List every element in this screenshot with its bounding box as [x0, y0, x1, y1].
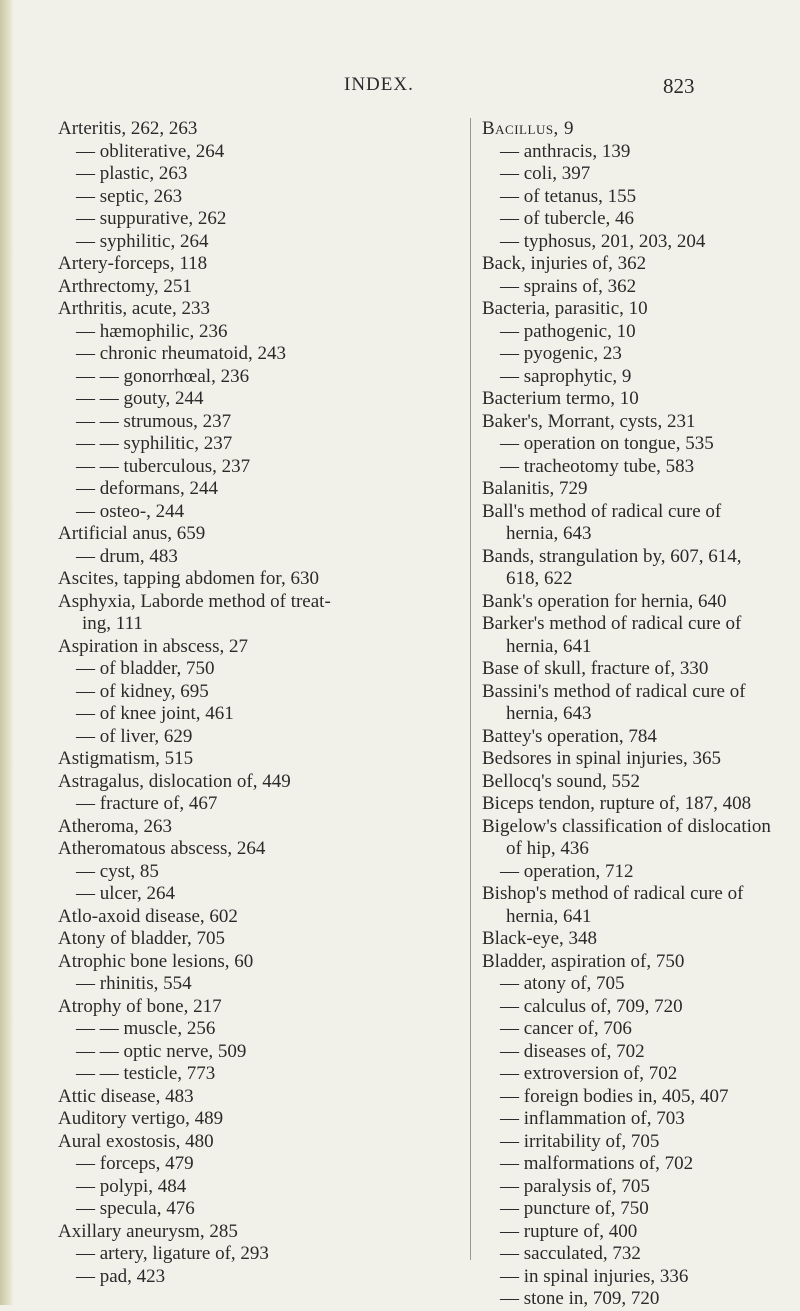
index-entry: — stone in, 709, 720: [500, 1288, 660, 1309]
index-entry: — of knee joint, 461: [76, 703, 234, 724]
index-entry: — — gonorrhœal, 236: [76, 365, 250, 387]
index-entry: — irritability of, 705: [500, 1130, 660, 1152]
index-entry: Astragalus, dislocation of, 449: [58, 770, 291, 792]
index-entry: — fracture of, 467: [76, 793, 218, 814]
index-entry: Atrophic bone lesions, 60: [58, 950, 254, 972]
index-entry: — plastic, 263: [76, 163, 188, 184]
index-entry: — — gouty, 244: [76, 388, 204, 409]
index-entry: — forceps, 479: [76, 1153, 194, 1174]
index-entry: — paralysis of, 705: [500, 1175, 650, 1197]
index-entry: Back, injuries of, 362: [482, 253, 647, 274]
index-entry: Atrophy of bone, 217: [58, 995, 222, 1017]
page-title: INDEX.: [344, 74, 414, 95]
index-entry-continuation: hernia, 641: [506, 905, 592, 927]
index-entry-continuation: hernia, 641: [506, 635, 592, 657]
index-entry: — syphilitic, 264: [76, 230, 209, 252]
index-entry: — tracheotomy tube, 583: [500, 455, 695, 477]
index-entry: — puncture of, 750: [500, 1198, 649, 1219]
index-entry: — of liver, 629: [76, 725, 193, 747]
index-entry: — chronic rheumatoid, 243: [76, 343, 287, 364]
index-entry: Biceps tendon, rupture of, 187, 408: [482, 793, 752, 814]
index-entry: Astigmatism, 515: [58, 748, 194, 769]
index-entry: Atony of bladder, 705: [58, 928, 226, 949]
index-entry: Arthritis, acute, 233: [58, 298, 210, 319]
index-entry: Baker's, Morrant, cysts, 231: [482, 410, 696, 432]
index-entry: Bishop's method of radical cure of: [482, 883, 744, 904]
index-entry: — malformations of, 702: [500, 1153, 694, 1174]
index-entry-continuation: 618, 622: [506, 568, 573, 589]
index-entry: — of bladder, 750: [76, 658, 215, 679]
index-entry: — deformans, 244: [76, 478, 218, 499]
index-entry: — calculus of, 709, 720: [500, 995, 683, 1017]
index-entry: Base of skull, fracture of, 330: [482, 658, 709, 679]
index-column-right: [482, 118, 782, 1311]
index-entry-continuation: hernia, 643: [506, 523, 592, 544]
index-entry-continuation: of hip, 436: [506, 838, 589, 859]
index-entry: — obliterative, 264: [76, 140, 225, 162]
index-entry: Bacillus, 9: [482, 118, 575, 139]
index-entry: Ball's method of radical cure of: [482, 500, 722, 522]
index-entry: Bladder, aspiration of, 750: [482, 950, 685, 972]
index-entry: — hæmophilic, 236: [76, 320, 228, 342]
index-entry: — coli, 397: [500, 163, 591, 184]
index-entry: — operation, 712: [500, 860, 634, 882]
index-entry: — — muscle, 256: [76, 1018, 216, 1039]
index-entry: — — strumous, 237: [76, 410, 232, 432]
index-entry: — pad, 423: [76, 1265, 166, 1287]
index-entry: Asphyxia, Laborde method of treat-: [58, 590, 331, 612]
index-entry: — operation on tongue, 535: [500, 433, 714, 454]
index-entry: — typhosus, 201, 203, 204: [500, 230, 706, 252]
index-entry: Axillary aneurysm, 285: [58, 1220, 238, 1242]
index-entry: Bassini's method of radical cure of: [482, 680, 746, 702]
index-entry: Aspiration in abscess, 27: [58, 635, 248, 657]
index-entry: — sacculated, 732: [500, 1243, 641, 1264]
index-entry: Balanitis, 729: [482, 478, 588, 499]
index-entry: Atlo-axoid disease, 602: [58, 905, 238, 927]
index-entry: — pyogenic, 23: [500, 343, 622, 364]
index-entry: — of tetanus, 155: [500, 185, 637, 207]
index-entry: — — syphilitic, 237: [76, 433, 233, 454]
index-entry: Black-eye, 348: [482, 928, 598, 949]
index-entry: — — testicle, 773: [76, 1063, 216, 1084]
index-entry: Artificial anus, 659: [58, 523, 206, 544]
column-divider: [470, 118, 471, 1260]
index-entry: Bank's operation for hernia, 640: [482, 590, 727, 612]
index-entry: — drum, 483: [76, 545, 178, 567]
index-entry: — foreign bodies in, 405, 407: [500, 1085, 729, 1107]
index-entry: — specula, 476: [76, 1198, 195, 1219]
index-entry: — — optic nerve, 509: [76, 1040, 247, 1062]
index-entry: — anthracis, 139: [500, 140, 631, 162]
index-entry: Battey's operation, 784: [482, 725, 657, 747]
index-entry: Bigelow's classification of dislocation: [482, 815, 771, 837]
index-entry: Arteritis, 262, 263: [58, 118, 198, 139]
index-entry: Atheroma, 263: [58, 815, 172, 837]
index-entry: Bedsores in spinal injuries, 365: [482, 748, 722, 769]
index-entry: — saprophytic, 9: [500, 365, 632, 387]
index-entry: — — tuberculous, 237: [76, 455, 251, 477]
index-entry: — rhinitis, 554: [76, 973, 192, 994]
index-entry: — of kidney, 695: [76, 680, 209, 702]
index-entry: — polypi, 484: [76, 1175, 187, 1197]
index-entry-continuation: hernia, 643: [506, 703, 592, 724]
index-entry: Auditory vertigo, 489: [58, 1108, 224, 1129]
index-column-left: [58, 118, 458, 1288]
index-entry: — pathogenic, 10: [500, 320, 636, 342]
index-entry: — osteo-, 244: [76, 500, 185, 522]
index-entry: — rupture of, 400: [500, 1220, 638, 1242]
index-entry: Ascites, tapping abdomen for, 630: [58, 568, 319, 589]
index-entry: — in spinal injuries, 336: [500, 1265, 689, 1287]
index-entry: — sprains of, 362: [500, 275, 637, 297]
index-entry: — cancer of, 706: [500, 1018, 632, 1039]
page-edge-shadow: [0, 0, 14, 1305]
index-entry: Bellocq's sound, 552: [482, 770, 641, 792]
index-entry: Bands, strangulation by, 607, 614,: [482, 545, 742, 567]
index-entry: Barker's method of radical cure of: [482, 613, 742, 634]
index-entry: — of tubercle, 46: [500, 208, 635, 229]
index-entry: — ulcer, 264: [76, 883, 175, 904]
index-entry: Bacterium termo, 10: [482, 388, 639, 409]
index-entry: — artery, ligature of, 293: [76, 1243, 269, 1264]
index-entry: — septic, 263: [76, 185, 183, 207]
index-entry: Aural exostosis, 480: [58, 1130, 214, 1152]
index-entry: Attic disease, 483: [58, 1085, 194, 1107]
index-entry: Artery-forceps, 118: [58, 253, 208, 274]
index-entry: — cyst, 85: [76, 860, 159, 882]
page-header: [0, 74, 800, 104]
index-entry: Arthrectomy, 251: [58, 275, 192, 297]
page-number: 823: [663, 74, 695, 98]
index-entry: — extroversion of, 702: [500, 1063, 678, 1084]
index-entry: Bacteria, parasitic, 10: [482, 298, 648, 319]
index-entry: — diseases of, 702: [500, 1040, 645, 1062]
index-entry: — atony of, 705: [500, 973, 625, 994]
index-entry-continuation: ing, 111: [82, 613, 143, 634]
index-entry: — inflammation of, 703: [500, 1108, 685, 1129]
index-entry: — suppurative, 262: [76, 208, 227, 229]
index-entry: Atheromatous abscess, 264: [58, 838, 266, 859]
